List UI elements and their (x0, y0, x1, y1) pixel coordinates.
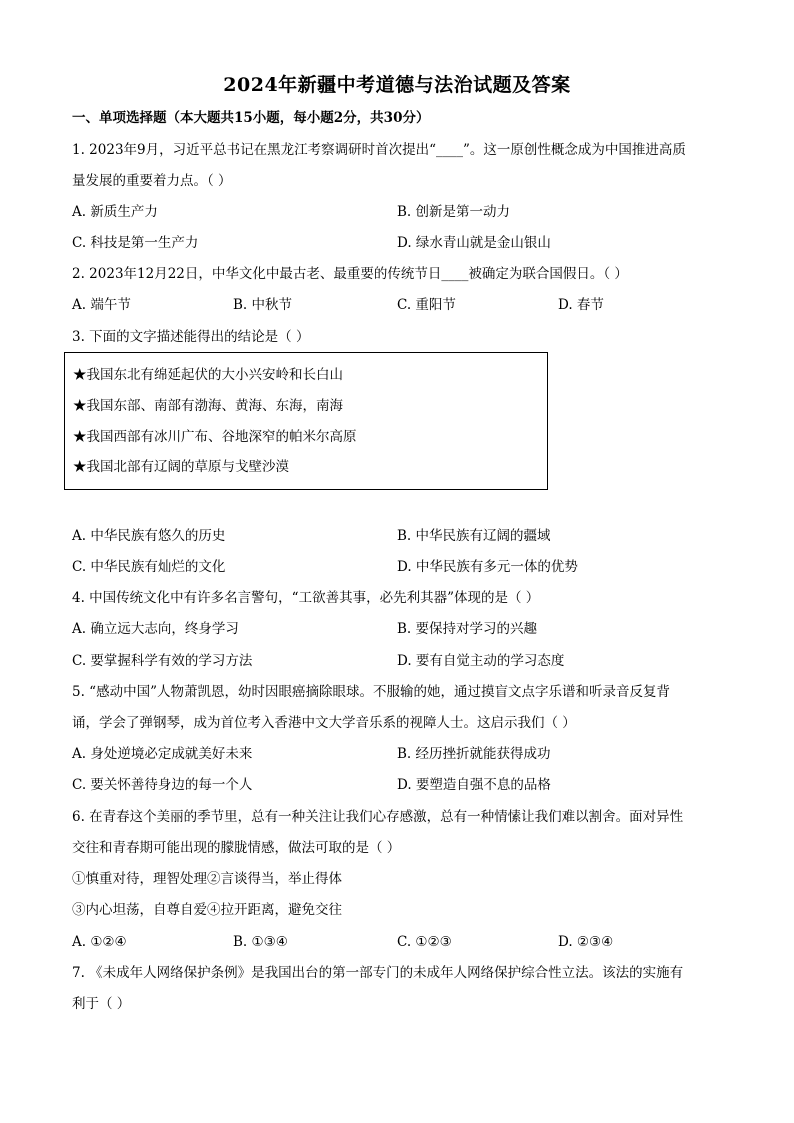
question-3-text: 3. 下面的文字描述能得出的结论是（ ） (72, 329, 310, 345)
question-4-text: 4. 中国传统文化中有许多名言警句，“工欲善其事，必先利其器”体现的是（ ） (72, 590, 540, 606)
question-5-text: 5. “感动中国”人物萧凯恩，幼时因眼癌摘除眼球。不服输的她，通过摸盲文点字乐谱和听录音反复背 (72, 684, 670, 700)
question-4-option-c: C. 要掌握科学有效的学习方法 (72, 653, 253, 669)
section-heading: 一、单项选择题（本大题共15小题，每小题2分，共30分） (72, 110, 430, 126)
question-2-option-d: D. 春节 (558, 297, 604, 313)
question-7-text-cont: 利于（ ） (72, 996, 131, 1012)
question-5-option-c: C. 要关怀善待身边的每一个人 (72, 777, 253, 793)
question-1-text: 1. 2023年9月，习近平总书记在黑龙江考察调研时首次提出“____”。这一原创性概念成为中国推进高质 (72, 142, 686, 158)
question-2-text: 2. 2023年12月22日，中华文化中最古老、最重要的传统节日____被确定为联合国假日。（ ） (72, 266, 628, 282)
question-1-text-cont: 量发展的重要着力点。（ ） (72, 173, 232, 189)
material-line-3: ★我国西部有冰川广布、谷地深窄的帕米尔高原 (73, 429, 357, 445)
question-3-option-d: D. 中华民族有多元一体的优势 (397, 559, 578, 575)
question-4-option-b: B. 要保持对学习的兴趣 (397, 621, 538, 637)
question-3-option-b: B. 中华民族有辽阔的疆域 (397, 528, 551, 544)
question-6-text: 6. 在青春这个美丽的季节里，总有一种关注让我们心存感激，总有一种情愫让我们难以割舍。面对异性 (72, 809, 684, 825)
question-5-option-a: A. 身处逆境必定成就美好未来 (72, 746, 253, 762)
question-2-option-a: A. 端午节 (72, 297, 131, 313)
question-6-text-cont: 交往和青春期可能出现的朦胧情感，做法可取的是（ ） (72, 840, 401, 856)
question-6-statements-1: ①慎重对待，理智处理②言谈得当，举止得体 (72, 871, 342, 887)
question-6-statements-2: ③内心坦荡，自尊自爱④拉开距离，避免交往 (72, 902, 342, 918)
material-line-1: ★我国东北有绵延起伏的大小兴安岭和长白山 (73, 367, 343, 383)
question-5-text-cont: 诵，学会了弹钢琴，成为首位考入香港中文大学音乐系的视障人士。这启示我们（ ） (72, 715, 576, 731)
question-6-option-c: C. ①②③ (397, 934, 452, 950)
question-3-material-box (64, 352, 548, 490)
question-1-option-b: B. 创新是第一动力 (397, 204, 511, 220)
question-1-option-a: A. 新质生产力 (72, 204, 158, 220)
question-5-option-d: D. 要塑造自强不息的品格 (397, 777, 551, 793)
question-5-option-b: B. 经历挫折就能获得成功 (397, 746, 551, 762)
question-4-option-a: A. 确立远大志向，终身学习 (72, 621, 239, 637)
question-3-option-c: C. 中华民族有灿烂的文化 (72, 559, 226, 575)
question-6-option-b: B. ①③④ (233, 934, 288, 950)
question-1-option-c: C. 科技是第一生产力 (72, 235, 199, 251)
page-title: 2024年新疆中考道德与法治试题及答案 (223, 74, 571, 96)
question-6-option-a: A. ①②④ (72, 934, 127, 950)
question-3-option-a: A. 中华民族有悠久的历史 (72, 528, 226, 544)
question-4-option-d: D. 要有自觉主动的学习态度 (397, 653, 565, 669)
question-1-option-d: D. 绿水青山就是金山银山 (397, 235, 551, 251)
material-line-4: ★我国北部有辽阔的草原与戈壁沙漠 (73, 459, 289, 475)
question-2-option-c: C. 重阳节 (397, 297, 456, 313)
material-line-2: ★我国东部、南部有渤海、黄海、东海，南海 (73, 398, 343, 414)
question-7-text: 7. 《未成年人网络保护条例》是我国出台的第一部专门的未成年人网络保护综合性立法。该法的实施有 (72, 965, 684, 981)
question-6-option-d: D. ②③④ (558, 934, 614, 950)
question-2-option-b: B. 中秋节 (233, 297, 293, 313)
